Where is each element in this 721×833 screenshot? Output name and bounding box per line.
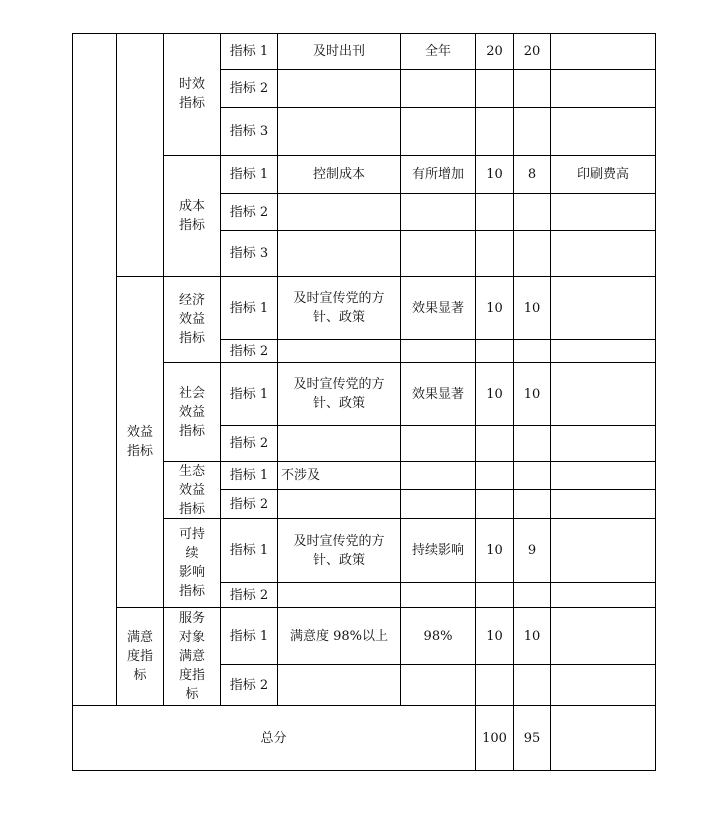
indicator-note — [551, 231, 656, 277]
indicator-note: 印刷费高 — [551, 156, 656, 194]
indicator-note — [551, 608, 656, 665]
indicator-score: 10 — [514, 608, 551, 665]
indicator-score — [514, 426, 551, 462]
indicator-target: 效果显著 — [401, 363, 476, 426]
indicator-score: 9 — [514, 519, 551, 583]
indicator-name: 指标 1 — [221, 462, 278, 490]
indicator-target — [401, 340, 476, 363]
third-level-indicator: 社会 效益 指标 — [164, 363, 221, 462]
indicator-note — [551, 340, 656, 363]
indicator-weight — [476, 462, 514, 490]
indicator-target — [401, 583, 476, 608]
indicator-score — [514, 462, 551, 490]
indicator-name: 指标 1 — [221, 156, 278, 194]
indicator-score — [514, 231, 551, 277]
indicator-content — [278, 108, 401, 156]
third-level-indicator: 服务 对象 满意 度指 标 — [164, 608, 221, 706]
indicator-content — [278, 70, 401, 108]
indicator-target — [401, 426, 476, 462]
indicator-content: 满意度 98%以上 — [278, 608, 401, 665]
indicator-content: 及时宣传党的方针、政策 — [278, 277, 401, 340]
second-level-satisfaction-cell: 满意 度指 标 — [117, 608, 164, 706]
indicator-score — [514, 340, 551, 363]
indicator-score — [514, 665, 551, 706]
indicator-name: 指标 1 — [221, 33, 278, 70]
indicator-target — [401, 490, 476, 519]
indicator-target — [401, 108, 476, 156]
indicator-weight — [476, 665, 514, 706]
indicator-target — [401, 665, 476, 706]
indicator-name: 指标 1 — [221, 277, 278, 340]
indicator-score: 10 — [514, 277, 551, 340]
indicator-score — [514, 194, 551, 231]
first-level-indicator-cell — [72, 33, 117, 706]
indicator-note — [551, 108, 656, 156]
indicator-weight — [476, 583, 514, 608]
third-level-indicator: 可持 续 影响 指标 — [164, 519, 221, 608]
indicator-content — [278, 340, 401, 363]
indicator-target — [401, 194, 476, 231]
indicator-note — [551, 583, 656, 608]
indicator-note — [551, 462, 656, 490]
indicator-name: 指标 3 — [221, 108, 278, 156]
indicator-note — [551, 426, 656, 462]
indicator-content: 及时宣传党的方针、政策 — [278, 363, 401, 426]
indicator-weight: 20 — [476, 33, 514, 70]
total-label: 总分 — [72, 706, 476, 771]
indicator-name: 指标 2 — [221, 490, 278, 519]
indicator-name: 指标 3 — [221, 231, 278, 277]
indicator-note — [551, 33, 656, 70]
third-level-indicator: 时效 指标 — [164, 33, 221, 156]
second-level-output-cell — [117, 33, 164, 277]
total-weight: 100 — [476, 706, 514, 771]
third-level-indicator: 成本 指标 — [164, 156, 221, 277]
indicator-note — [551, 363, 656, 426]
indicator-name: 指标 2 — [221, 340, 278, 363]
indicator-name: 指标 1 — [221, 608, 278, 665]
indicator-content: 及时宣传党的方针、政策 — [278, 519, 401, 583]
indicator-name: 指标 2 — [221, 665, 278, 706]
indicator-note — [551, 519, 656, 583]
indicator-content: 控制成本 — [278, 156, 401, 194]
second-level-benefit-cell: 效益 指标 — [117, 277, 164, 608]
third-level-indicator: 生态 效益 指标 — [164, 462, 221, 519]
indicator-target — [401, 70, 476, 108]
indicator-name: 指标 2 — [221, 583, 278, 608]
indicator-content — [278, 665, 401, 706]
indicator-note — [551, 277, 656, 340]
indicator-target: 98% — [401, 608, 476, 665]
indicator-content — [278, 231, 401, 277]
indicator-name: 指标 2 — [221, 426, 278, 462]
indicator-weight: 10 — [476, 277, 514, 340]
indicator-score — [514, 70, 551, 108]
indicator-weight — [476, 426, 514, 462]
indicator-weight: 10 — [476, 156, 514, 194]
indicator-weight — [476, 108, 514, 156]
indicator-weight — [476, 231, 514, 277]
indicator-weight: 10 — [476, 363, 514, 426]
indicator-score: 8 — [514, 156, 551, 194]
indicator-content — [278, 490, 401, 519]
indicator-target — [401, 231, 476, 277]
indicator-weight — [476, 340, 514, 363]
indicator-note — [551, 490, 656, 519]
indicator-name: 指标 1 — [221, 363, 278, 426]
indicator-target — [401, 462, 476, 490]
indicator-content — [278, 426, 401, 462]
indicator-target: 效果显著 — [401, 277, 476, 340]
indicator-name: 指标 1 — [221, 519, 278, 583]
indicator-score — [514, 490, 551, 519]
total-note — [551, 706, 656, 771]
indicator-score: 10 — [514, 363, 551, 426]
indicator-content — [278, 583, 401, 608]
indicator-name: 指标 2 — [221, 70, 278, 108]
indicator-weight — [476, 70, 514, 108]
indicator-weight: 10 — [476, 608, 514, 665]
indicator-score — [514, 108, 551, 156]
total-score: 95 — [514, 706, 551, 771]
indicator-name: 指标 2 — [221, 194, 278, 231]
indicator-weight — [476, 194, 514, 231]
indicator-note — [551, 70, 656, 108]
third-level-indicator: 经济 效益 指标 — [164, 277, 221, 363]
indicator-content: 不涉及 — [278, 462, 401, 490]
indicator-note — [551, 665, 656, 706]
indicator-target: 有所增加 — [401, 156, 476, 194]
indicator-score: 20 — [514, 33, 551, 70]
indicator-content: 及时出刊 — [278, 33, 401, 70]
indicator-score — [514, 583, 551, 608]
indicator-content — [278, 194, 401, 231]
indicator-weight — [476, 490, 514, 519]
indicator-weight: 10 — [476, 519, 514, 583]
indicator-target: 全年 — [401, 33, 476, 70]
indicator-target: 持续影响 — [401, 519, 476, 583]
indicator-note — [551, 194, 656, 231]
